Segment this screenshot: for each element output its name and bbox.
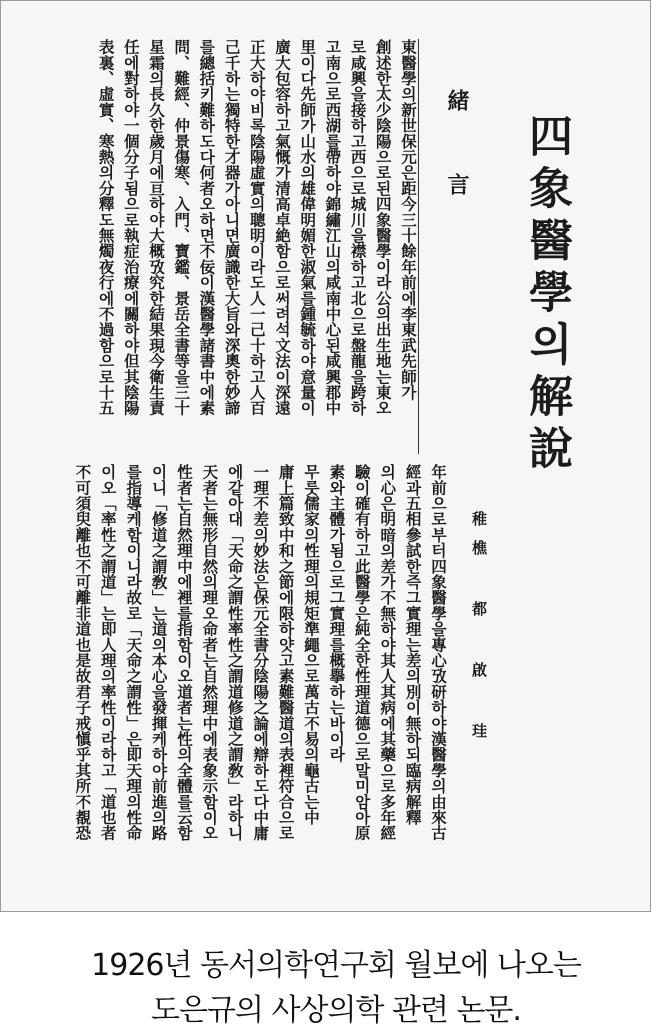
- text-column: 己千하는獨特한才器가아니면廣識한大旨와深奧한妙諦: [222, 39, 242, 416]
- text-column: 天者는無形自然의理오命者는自然理中에表象示함이오: [200, 464, 220, 841]
- section-heading: 緒 言: [444, 89, 470, 213]
- article-title: 四象醫學의解說: [521, 113, 572, 477]
- text-column: 를總括키難하도다何者오하면不佞이漢醫學諸書中에素: [197, 39, 217, 416]
- text-column: 年前으로부터四象醫學을專心攷研하야漢醫學의由來古: [429, 464, 448, 841]
- text-column: 庸上篇致中和之節에限하얏고素難醫道의表裡符合으로: [276, 464, 296, 841]
- text-column: 驗이確有하고此醫學은純全한性理道德으로말미암아原: [352, 464, 372, 841]
- text-column: 表裏、虛實、寒熱의分釋도無燭夜行에不過함으로十五: [96, 39, 116, 416]
- text-column: 東醫學의新世保元은距今三十餘年前에李東武先師가: [399, 39, 418, 401]
- text-column: 고南으로西湖를帶하야錦繡江山의咸南中心된咸興郡中: [323, 39, 343, 416]
- text-column: 不可須臾離也不可離非道也是故君子戒愼乎其所不覩恐: [73, 464, 93, 841]
- text-column: 經과五相參試한즉그實理는差의別이無하되臨病解釋: [403, 464, 423, 826]
- text-column: 무룻儒家의性理의規矩準繩으로萬古不易의龜古는中: [302, 464, 321, 826]
- text-column: 性者는自然理中에裡를指함이오道者는性의全體를云함: [175, 464, 194, 841]
- text-column: 의心은明暗의差가不無하야其人其病에其藥으로多年經: [378, 464, 398, 841]
- text-column: 를指導케함이니라故로「天命之謂性」은即天理의性命: [124, 464, 144, 841]
- text-column: 里이다先師가山水의雄偉明媚한淑氣를鍾毓하야意量이: [298, 39, 318, 416]
- text-column: 任에對하야一個分子됨으로執症治療에關하야但其陰陽: [121, 39, 141, 416]
- text-column: 이니「修道之謂敎」는道의本心을發揮케하야前進의路: [149, 464, 169, 841]
- text-column: 一理不差의妙法은保元全書分陰陽之論에辯하도다中庸: [251, 464, 271, 841]
- text-column: 에같아대「天命之謂性率性之謂道修道之謂敎」라하니: [225, 464, 245, 841]
- caption-line-1: 1926년 동서의학연구회 월보에 나오는: [91, 948, 581, 983]
- text-column: 로咸興을接하고西으로城川을襟하고北으로盤龍을跨하: [348, 39, 368, 416]
- text-column: 創述한太少陰陽으로된四象醫學이라公의出生地는東오: [373, 39, 393, 416]
- text-column: 廣大包容하고氣慨가清高卓絶함으로써려석文法이深遠: [273, 39, 292, 416]
- caption-line-2: 도은규의 사상의학 관련 논문.: [151, 993, 521, 1028]
- text-column: 正大하야비록陰陽虛實의聰明이라도人一己十하고人百: [247, 39, 267, 416]
- article-author: 稚樵 都 啟 珪: [470, 511, 488, 752]
- text-column: 素와主體가됨으로그實理를概擧하는바이라: [327, 464, 347, 763]
- text-column: 問、難經、仲景傷寒、入門、寶鑑、景岳全書等을三十: [172, 39, 192, 416]
- text-column: 星霜의長久한歲月에亘하야大概攷究한結果現今衛生責: [147, 39, 166, 416]
- text-column: 이오「率性之謂道」는即人理의率性이라하고「道也者: [98, 464, 118, 841]
